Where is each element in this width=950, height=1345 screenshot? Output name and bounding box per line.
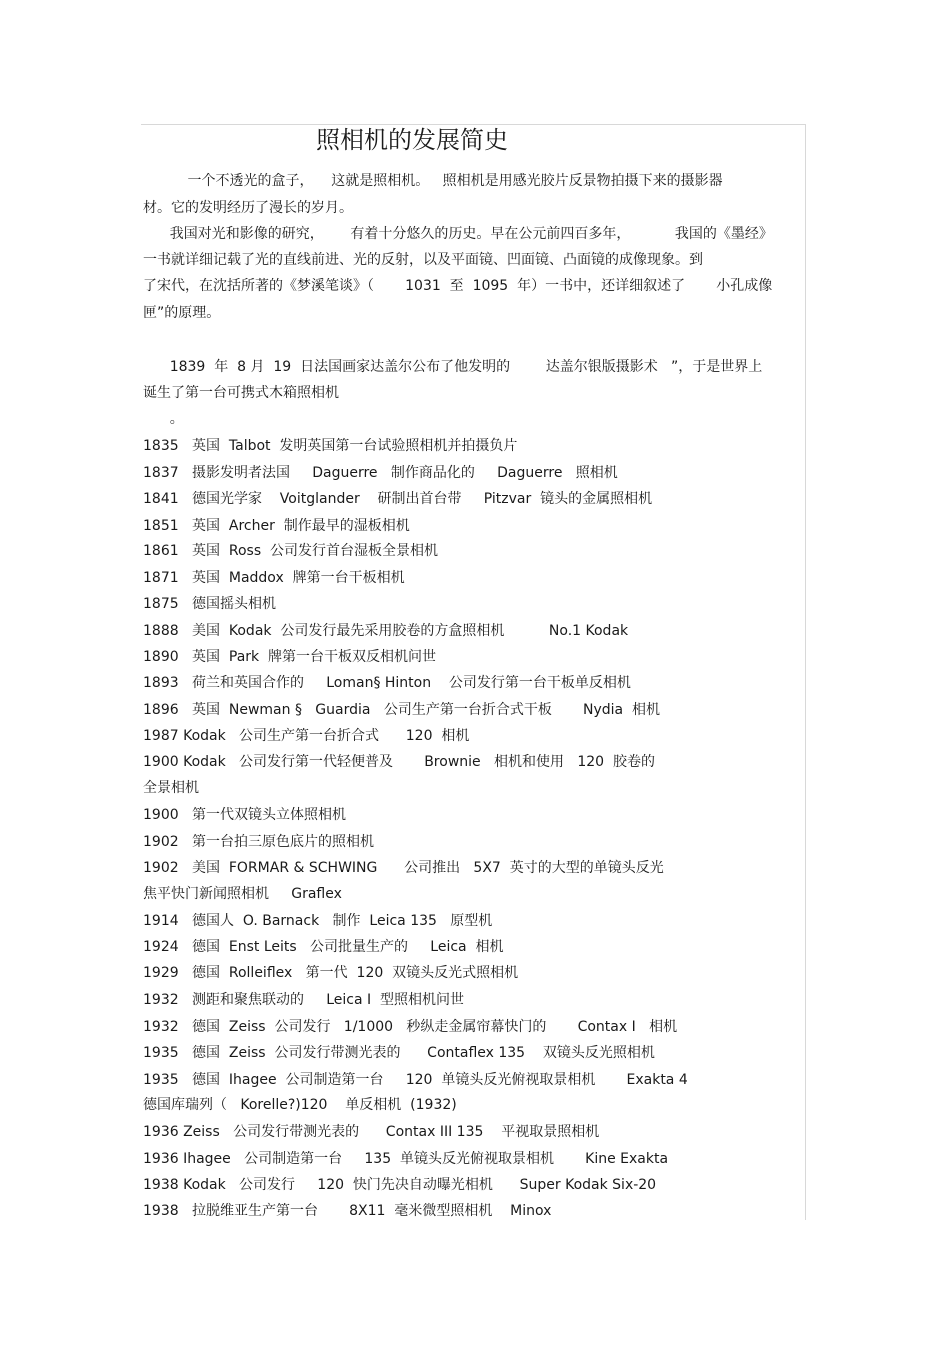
timeline-entry: 1914 德国人 O. Barnack 制作 Leica 135 原型机 (143, 913, 493, 929)
timeline-entry: 1938 Kodak 公司发行 120 快门先决自动曝光相机 Super Kodak Six-20 (143, 1177, 657, 1193)
document-title: 照相机的发展简史 (316, 126, 508, 154)
timeline-entry: 1900 Kodak 公司发行第一代轻便普及 Brownie 相机和使用 120 胶卷的 (143, 754, 655, 770)
timeline-entry: 1902 美国 FORMAR & SCHWING 公司推出 5X7 英寸的大型的单镜头反光 (143, 860, 664, 876)
text-line: 1839 年 8 月 19 日法国画家达盖尔公布了他发明的 达盖尔银版摄影术 ”，于是世界上 (143, 359, 763, 375)
timeline-entry: 1841 德国光学家 Voitglander 研制出首台带 Pitzvar 镜头的金属照相机 (143, 491, 653, 507)
timeline-entry: 1935 德国 Zeiss 公司发行带测光表的 Contaflex 135 双镜头反光照相机 (143, 1045, 655, 1061)
timeline-entry: 1938 拉脱维亚生产第一台 8X11 毫米微型照相机 Minox (143, 1203, 552, 1219)
timeline-entry: 1871 英国 Maddox 牌第一台干板相机 (143, 570, 405, 586)
timeline-entry: 1900 第一代双镜头立体照相机 (143, 807, 346, 823)
timeline-entry: 1932 德国 Zeiss 公司发行 1/1000 秒纵走金属帘幕快门的 Contax I 相机 (143, 1019, 678, 1035)
timeline-entry: 1837 摄影发明者法国 Daguerre 制作商品化的 Daguerre 照相机 (143, 465, 618, 481)
timeline-entry: 1893 荷兰和英国合作的 Loman§ Hinton 公司发行第一台干板单反相机 (143, 675, 631, 691)
text-line: 匣”的原理。 (143, 305, 221, 321)
text-line: 了宋代，在沈括所著的《梦溪笔谈》（ 1031 至 1095 年）一书中，还详细叙述了 小孔成像 (143, 278, 773, 294)
timeline-entry: 1888 美国 Kodak 公司发行最先采用胶卷的方盒照相机 No.1 Kodak (143, 623, 629, 639)
timeline-entry: 1861 英国 Ross 公司发行首台湿板全景相机 (143, 543, 439, 559)
timeline-entry: 1929 德国 Rolleiflex 第一代 120 双镜头反光式照相机 (143, 965, 519, 981)
timeline-entry: 1875 德国摇头相机 (143, 596, 276, 612)
timeline-entry: 1902 第一台拍三原色底片的照相机 (143, 834, 374, 850)
text-line: 一个不透光的盒子， 这就是照相机。 照相机是用感光胶片反景物拍摄下来的摄影器 (143, 173, 723, 189)
timeline-entry: 全景相机 (143, 780, 199, 796)
timeline-entry: 1936 Ihagee 公司制造第一台 135 单镜头反光俯视取景相机 Kine Exakta (143, 1151, 669, 1167)
timeline-entry: 1924 德国 Enst Leits 公司批量生产的 Leica 相机 (143, 939, 504, 955)
timeline-entry: 1835 英国 Talbot 发明英国第一台试验照相机并拍摄负片 (143, 438, 518, 454)
text-line: 材。它的发明经历了漫长的岁月。 (143, 200, 353, 216)
text-line: 。 (143, 411, 184, 427)
timeline-entry: 1987 Kodak 公司生产第一台折合式 120 相机 (143, 728, 470, 744)
timeline-entry: 1890 英国 Park 牌第一台干板双反相机问世 (143, 649, 437, 665)
timeline-entry: 1851 英国 Archer 制作最早的湿板相机 (143, 518, 410, 534)
text-line: 诞生了第一台可携式木箱照相机 (143, 385, 339, 401)
timeline-entry: 德国库瑞列（ Korelle?)120 单反相机 (1932) (143, 1097, 457, 1113)
timeline-entry: 1896 英国 Newman § Guardia 公司生产第一台折合式干板 Nydia 相机 (143, 702, 660, 718)
timeline-entry: 1936 Zeiss 公司发行带测光表的 Contax III 135 平视取景照相机 (143, 1124, 600, 1140)
timeline-entry: 1935 德国 Ihagee 公司制造第一台 120 单镜头反光俯视取景相机 Exakta 4 (143, 1072, 688, 1088)
timeline-entry: 焦平快门新闻照相机 Graflex (143, 886, 342, 902)
text-line: 我国对光和影像的研究， 有着十分悠久的历史。早在公元前四百多年， 我国的《墨经》 (143, 226, 773, 242)
timeline-entry: 1932 测距和聚焦联动的 Leica I 型照相机问世 (143, 992, 465, 1008)
text-line: 一书就详细记载了光的直线前进、光的反射，以及平面镜、凹面镜、凸面镜的成像现象。到 (143, 252, 703, 268)
